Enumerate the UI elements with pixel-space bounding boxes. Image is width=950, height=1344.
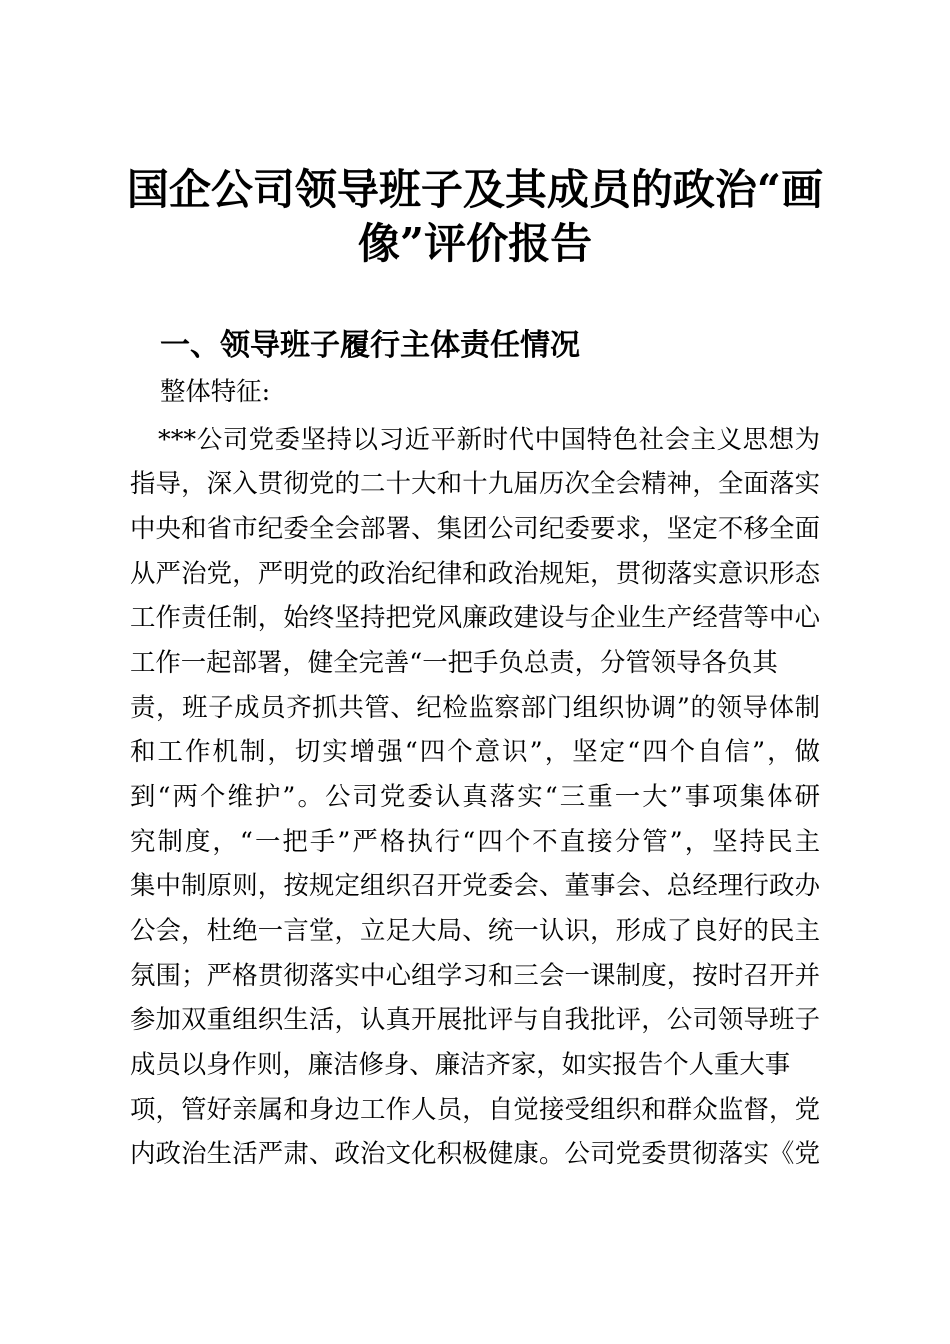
paragraph-line-2: 指导，深入贯彻党的二十大和十九届历次全会精神，全面落实 bbox=[130, 468, 820, 499]
document-title bbox=[115, 163, 835, 271]
paragraph-line-5: 工作责任制，始终坚持把党风廉政建设与企业生产经营等中心 bbox=[130, 602, 820, 633]
paragraph-line-10: 究制度，“一把手”严格执行“四个不直接分管”，坚持民主 bbox=[130, 825, 820, 856]
paragraph-line-1: ***公司党委坚持以习近平新时代中国特色社会主义思想为 bbox=[158, 423, 820, 454]
paragraph-line-17: 内政治生活严肃、政治文化积极健康。公司党委贯彻落实《党 bbox=[130, 1138, 820, 1169]
paragraph-line-8: 和工作机制，切实增强“四个意识”，坚定“四个自信”，做 bbox=[130, 736, 820, 767]
paragraph-line-12: 公会，杜绝一言堂，立足大局、统一认识，形成了良好的民主 bbox=[130, 914, 820, 945]
section-heading: 一、领导班子履行主体责任情况 bbox=[160, 328, 580, 363]
paragraph-line-16: 项，管好亲属和身边工作人员，自觉接受组织和群众监督，党 bbox=[130, 1093, 820, 1124]
document-title-line-1: 国企公司领导班子及其成员的政治“画 bbox=[126, 165, 824, 214]
paragraph-line-9: 到“两个维护”。公司党委认真落实“三重一大”事项集体研 bbox=[130, 780, 820, 811]
body-paragraph bbox=[130, 417, 820, 1176]
paragraph-line-6: 工作一起部署，健全完善“一把手负总责，分管领导各负其 bbox=[130, 646, 778, 677]
paragraph-line-3: 中央和省市纪委全会部署、集团公司纪委要求，坚定不移全面 bbox=[130, 512, 820, 543]
paragraph-line-13: 氛围；严格贯彻落实中心组学习和三会一课制度，按时召开并 bbox=[130, 959, 820, 990]
paragraph-line-4: 从严治党，严明党的政治纪律和政治规矩，贯彻落实意识形态 bbox=[130, 557, 820, 588]
paragraph-line-15: 成员以身作则，廉洁修身、廉洁齐家，如实报告个人重大事 bbox=[130, 1048, 791, 1079]
paragraph-line-7: 责，班子成员齐抓共管、纪检监察部门组织协调”的领导体制 bbox=[130, 691, 820, 722]
document-title-line-2: 像”评价报告 bbox=[357, 219, 593, 268]
paragraph-label: 整体特征: bbox=[160, 376, 271, 406]
paragraph-line-11: 集中制原则，按规定组织召开党委会、董事会、总经理行政办 bbox=[130, 870, 820, 901]
paragraph-line-14: 参加双重组织生活，认真开展批评与自我批评，公司领导班子 bbox=[130, 1004, 820, 1035]
